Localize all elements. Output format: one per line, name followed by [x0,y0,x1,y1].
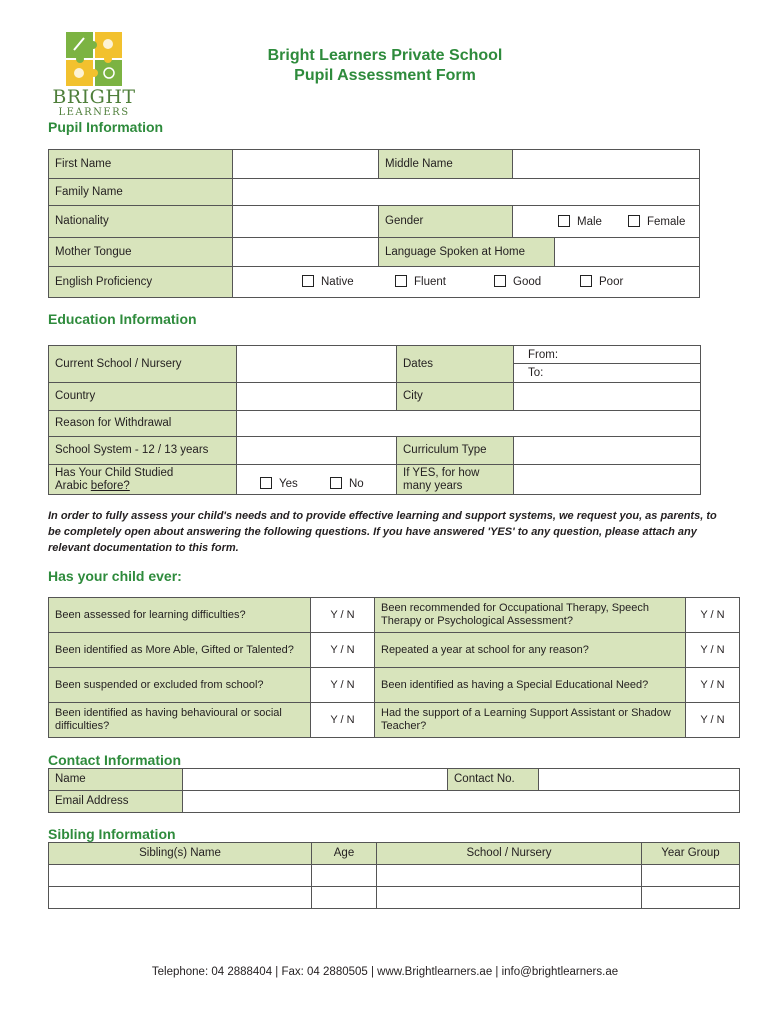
history-question: Been suspended or excluded from school? [49,668,311,703]
good-checkbox[interactable] [494,275,506,287]
history-question: Been recommended for Occupational Therapy, Speech Therapy or Psychological Assessment? [375,598,686,633]
footer-contact: Telephone: 04 2888404 | Fax: 04 2880505 | www.Brightlearners.ae | info@brightlearners.ae [151,966,619,978]
gender-label: Gender [379,206,513,238]
sibling-name-header: Sibling(s) Name [49,843,312,865]
gender-male-option[interactable] [558,215,602,228]
reason-field[interactable] [237,411,701,437]
school-title: Bright Learners Private School [267,47,503,64]
history-question: Had the support of a Learning Support Assistant or Shadow Teacher? [375,703,686,738]
yes-checkbox[interactable] [260,477,272,489]
male-checkbox[interactable] [558,215,570,227]
contact-name-field[interactable] [183,769,448,791]
contact-heading: Contact Information [48,752,181,768]
from-label: From: [514,346,700,364]
education-table [48,345,701,495]
history-answer[interactable]: Y / N [686,703,740,738]
native-label: Native [321,276,354,288]
first-name-label: First Name [49,150,233,179]
english-poor-option[interactable] [580,275,623,288]
male-label: Male [577,216,602,228]
poor-label: Poor [599,276,624,288]
form-title: Pupil Assessment Form [294,67,476,84]
to-label: To: [528,367,544,379]
history-answer[interactable]: Y / N [686,598,740,633]
history-question: Been identified as More Able, Gifted or Talented? [49,633,311,668]
arabic-yes-option[interactable] [260,477,298,490]
history-heading: Has your child ever: [48,568,182,584]
education-heading: Education Information [48,311,197,327]
sibling-age-cell[interactable] [312,887,377,909]
language-home-field[interactable] [555,238,700,267]
years-field[interactable] [514,465,701,495]
native-checkbox[interactable] [302,275,314,287]
arabic-label-word: Arabic [55,479,91,492]
dates-field[interactable] [514,346,701,383]
english-label: English Proficiency [49,267,233,298]
sibling-school-header: School / Nursery [377,843,642,865]
arabic-label-line2 [55,480,230,493]
history-question: Been identified as having behavioural or social difficulties? [49,703,311,738]
school-system-label: School System - 12 / 13 years [49,437,237,465]
gender-female-option[interactable] [628,215,685,228]
mother-tongue-field[interactable] [233,238,379,267]
sibling-name-cell[interactable] [49,865,312,887]
history-question: Been identified as having a Special Educational Need? [375,668,686,703]
sibling-year-header: Year Group [642,843,740,865]
sibling-year-cell[interactable] [642,887,740,909]
sibling-school-cell[interactable] [377,887,642,909]
school-system-field[interactable] [237,437,397,465]
english-fluent-option[interactable] [395,275,446,288]
family-name-label: Family Name [49,179,233,206]
nationality-label: Nationality [49,206,233,238]
sibling-table [48,842,740,909]
female-checkbox[interactable] [628,215,640,227]
arabic-label [49,465,237,495]
english-native-option[interactable] [302,275,354,288]
yes-label: Yes [279,478,298,490]
contact-name-label: Name [49,769,183,791]
dates-label: Dates [397,346,514,383]
history-answer[interactable]: Y / N [686,668,740,703]
sibling-heading: Sibling Information [48,826,176,842]
contact-table [48,768,740,813]
no-label: No [349,478,364,490]
puzzle-logo-icon [66,32,122,86]
current-school-field[interactable] [237,346,397,383]
fluent-label: Fluent [414,276,446,288]
history-answer[interactable]: Y / N [686,633,740,668]
no-checkbox[interactable] [330,477,342,489]
arabic-label-before: before? [90,479,130,492]
sibling-age-header: Age [312,843,377,865]
middle-name-label: Middle Name [379,150,513,179]
if-yes-line1: If YES, for how [403,466,480,479]
fluent-checkbox[interactable] [395,275,407,287]
nationality-field[interactable] [233,206,379,238]
sibling-school-cell[interactable] [377,865,642,887]
history-answer[interactable]: Y / N [311,668,375,703]
arabic-label-line1: Has Your Child Studied [55,466,174,479]
if-yes-line2: many years [403,479,463,492]
brand-name: BRIGHT [52,86,136,108]
curriculum-field[interactable] [514,437,701,465]
contact-no-label: Contact No. [448,769,539,791]
country-label: Country [49,383,237,411]
school-logo [48,28,148,118]
history-answer[interactable]: Y / N [311,598,375,633]
curriculum-label: Curriculum Type [397,437,514,465]
good-label: Good [513,276,542,288]
if-yes-label [397,465,514,495]
country-field[interactable] [237,383,397,411]
pupil-heading: Pupil Information [48,119,164,135]
current-school-label: Current School / Nursery [49,346,237,383]
intro-text: In order to fully assess your child's needs and to provide effective learning and support systems, we request you, as parents, to be completely open about answering the following questions. If you have answered 'YES' to any question, please attach any relevant documentation to this form. [48,510,717,554]
sibling-name-cell[interactable] [49,887,312,909]
sibling-year-cell[interactable] [642,865,740,887]
english-good-option[interactable] [494,275,541,288]
contact-no-field[interactable] [539,769,740,791]
history-question: Repeated a year at school for any reason? [375,633,686,668]
poor-checkbox[interactable] [580,275,592,287]
sibling-age-cell[interactable] [312,865,377,887]
arabic-no-option[interactable] [330,477,364,490]
mother-tongue-label: Mother Tongue [49,238,233,267]
family-name-field[interactable] [233,179,700,206]
reason-label: Reason for Withdrawal [49,411,237,437]
email-label: Email Address [49,791,183,813]
brand-subname: LEARNERS [58,107,130,118]
history-table [48,597,740,738]
email-field[interactable] [183,791,740,813]
middle-name-field[interactable] [513,150,700,179]
history-question: Been assessed for learning difficulties? [49,598,311,633]
city-field[interactable] [514,383,701,411]
history-answer[interactable]: Y / N [311,703,375,738]
city-label: City [397,383,514,411]
female-label: Female [647,216,686,228]
first-name-field[interactable] [233,150,379,179]
language-home-label: Language Spoken at Home [379,238,555,267]
history-answer[interactable]: Y / N [311,633,375,668]
